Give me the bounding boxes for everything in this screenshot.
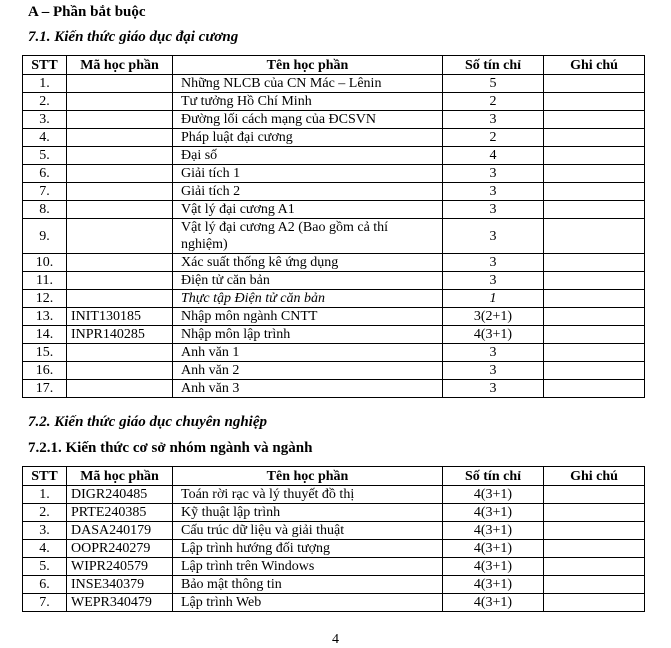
cell-code: DIGR240485 — [67, 486, 173, 504]
cell-note — [544, 254, 645, 272]
table-row — [23, 540, 645, 558]
cell-stt: 1. — [23, 486, 67, 504]
cell-code — [67, 219, 173, 254]
cell-course-name: Giải tích 1 — [173, 165, 443, 183]
cell-stt: 7. — [23, 183, 67, 201]
cell-course-name: Lập trình Web — [173, 594, 443, 612]
cell-course-name: Lập trình hướng đối tượng — [173, 540, 443, 558]
table-row — [23, 254, 645, 272]
cell-course-name: Nhập môn ngành CNTT — [173, 308, 443, 326]
cell-course-name: Pháp luật đại cương — [173, 129, 443, 147]
cell-credits: 3 — [443, 183, 544, 201]
cell-credits: 1 — [443, 290, 544, 308]
cell-course-name: Cấu trúc dữ liệu và giải thuật — [173, 522, 443, 540]
header-course-name: Tên học phần — [173, 56, 443, 75]
table-row — [23, 344, 645, 362]
section-professional-education: 7.2. Kiến thức giáo dục chuyên nghiệp — [28, 414, 268, 430]
cell-course-name: Tư tưởng Hồ Chí Minh — [173, 93, 443, 111]
cell-credits: 2 — [443, 129, 544, 147]
table-row — [23, 558, 645, 576]
cell-stt: 2. — [23, 93, 67, 111]
cell-credits: 4(3+1) — [443, 504, 544, 522]
cell-course-name: Toán rời rạc và lý thuyết đồ thị — [173, 486, 443, 504]
section-foundation-courses: 7.2.1. Kiến thức cơ sở nhóm ngành và ngành — [28, 440, 313, 456]
table-row — [23, 201, 645, 219]
table-row — [23, 129, 645, 147]
header-code: Mã học phần — [67, 56, 173, 75]
table-row — [23, 111, 645, 129]
cell-note — [544, 147, 645, 165]
cell-course-name: Thực tập Điện tử căn bản — [173, 290, 443, 308]
cell-credits: 4(3+1) — [443, 326, 544, 344]
table-row — [23, 522, 645, 540]
cell-code — [67, 183, 173, 201]
table-row — [23, 290, 645, 308]
cell-note — [544, 75, 645, 93]
header-credits: Số tín chỉ — [443, 56, 544, 75]
cell-stt: 8. — [23, 201, 67, 219]
cell-note — [544, 111, 645, 129]
cell-credits: 2 — [443, 93, 544, 111]
cell-stt: 14. — [23, 326, 67, 344]
cell-credits: 3 — [443, 165, 544, 183]
cell-credits: 3 — [443, 219, 544, 254]
header-stt: STT — [23, 56, 67, 75]
cell-stt: 6. — [23, 165, 67, 183]
cell-course-name: Điện tử căn bản — [173, 272, 443, 290]
cell-course-name: Những NLCB của CN Mác – Lênin — [173, 75, 443, 93]
cell-stt: 6. — [23, 576, 67, 594]
cell-stt: 13. — [23, 308, 67, 326]
table-row — [23, 93, 645, 111]
cell-course-name: Bảo mật thông tin — [173, 576, 443, 594]
table-row — [23, 75, 645, 93]
cell-stt: 1. — [23, 75, 67, 93]
cell-note — [544, 165, 645, 183]
cell-note — [544, 486, 645, 504]
header-credits: Số tín chỉ — [443, 467, 544, 486]
header-stt: STT — [23, 467, 67, 486]
cell-note — [544, 558, 645, 576]
cell-credits: 3(2+1) — [443, 308, 544, 326]
cell-code — [67, 362, 173, 380]
cell-stt: 11. — [23, 272, 67, 290]
cell-code — [67, 111, 173, 129]
heading-required-part: A – Phần bắt buộc — [28, 4, 146, 20]
table-row — [23, 380, 645, 398]
cell-stt: 7. — [23, 594, 67, 612]
cell-stt: 12. — [23, 290, 67, 308]
table-row — [23, 272, 645, 290]
cell-stt: 3. — [23, 111, 67, 129]
cell-course-name: Anh văn 2 — [173, 362, 443, 380]
cell-stt: 5. — [23, 147, 67, 165]
table-row — [23, 486, 645, 504]
cell-credits: 3 — [443, 254, 544, 272]
cell-note — [544, 344, 645, 362]
cell-course-name: Anh văn 3 — [173, 380, 443, 398]
cell-course-name: Đại số — [173, 147, 443, 165]
cell-credits: 3 — [443, 272, 544, 290]
header-code: Mã học phần — [67, 467, 173, 486]
cell-code — [67, 75, 173, 93]
cell-code — [67, 93, 173, 111]
table-row — [23, 165, 645, 183]
table-row — [23, 576, 645, 594]
cell-credits: 3 — [443, 201, 544, 219]
cell-note — [544, 594, 645, 612]
table-header-row — [23, 56, 645, 75]
cell-credits: 3 — [443, 344, 544, 362]
cell-course-name: Anh văn 1 — [173, 344, 443, 362]
table-row — [23, 326, 645, 344]
cell-course-name: Xác suất thống kê ứng dụng — [173, 254, 443, 272]
header-course-name: Tên học phần — [173, 467, 443, 486]
cell-note — [544, 219, 645, 254]
header-note: Ghi chú — [544, 467, 645, 486]
general-courses-table — [22, 55, 645, 398]
cell-note — [544, 272, 645, 290]
cell-note — [544, 540, 645, 558]
cell-note — [544, 93, 645, 111]
cell-credits: 3 — [443, 380, 544, 398]
cell-credits: 3 — [443, 362, 544, 380]
cell-stt: 4. — [23, 129, 67, 147]
cell-note — [544, 129, 645, 147]
table-header-row — [23, 467, 645, 486]
cell-code: WEPR340479 — [67, 594, 173, 612]
foundation-courses-table — [22, 466, 645, 612]
cell-stt: 10. — [23, 254, 67, 272]
cell-code: DASA240179 — [67, 522, 173, 540]
cell-code: INSE340379 — [67, 576, 173, 594]
cell-credits: 4(3+1) — [443, 486, 544, 504]
cell-credits: 4(3+1) — [443, 522, 544, 540]
cell-credits: 3 — [443, 111, 544, 129]
cell-code — [67, 272, 173, 290]
cell-code — [67, 147, 173, 165]
cell-course-name: Đường lối cách mạng của ĐCSVN — [173, 111, 443, 129]
table-row — [23, 594, 645, 612]
cell-credits: 4(3+1) — [443, 540, 544, 558]
cell-code — [67, 201, 173, 219]
cell-credits: 5 — [443, 75, 544, 93]
cell-stt: 2. — [23, 504, 67, 522]
cell-course-name: Giải tích 2 — [173, 183, 443, 201]
table-row — [23, 504, 645, 522]
cell-code — [67, 380, 173, 398]
cell-credits: 4(3+1) — [443, 558, 544, 576]
cell-code: PRTE240385 — [67, 504, 173, 522]
cell-course-name: Vật lý đại cương A1 — [173, 201, 443, 219]
cell-stt: 9. — [23, 219, 67, 254]
cell-stt: 5. — [23, 558, 67, 576]
cell-note — [544, 380, 645, 398]
general-courses-body — [23, 75, 645, 398]
table-row — [23, 147, 645, 165]
cell-stt: 16. — [23, 362, 67, 380]
cell-stt: 4. — [23, 540, 67, 558]
cell-note — [544, 290, 645, 308]
cell-stt: 3. — [23, 522, 67, 540]
cell-note — [544, 576, 645, 594]
cell-code: INIT130185 — [67, 308, 173, 326]
cell-code — [67, 344, 173, 362]
cell-credits: 4 — [443, 147, 544, 165]
cell-course-name: Lập trình trên Windows — [173, 558, 443, 576]
cell-note — [544, 522, 645, 540]
cell-note — [544, 201, 645, 219]
cell-code: WIPR240579 — [67, 558, 173, 576]
cell-note — [544, 362, 645, 380]
cell-credits: 4(3+1) — [443, 576, 544, 594]
cell-stt: 15. — [23, 344, 67, 362]
cell-course-name: Vật lý đại cương A2 (Bao gồm cả thí nghiệm) — [173, 219, 443, 254]
section-general-education: 7.1. Kiến thức giáo dục đại cương — [28, 29, 239, 45]
table-row — [23, 308, 645, 326]
foundation-courses-body — [23, 486, 645, 612]
cell-code — [67, 165, 173, 183]
cell-code — [67, 129, 173, 147]
table-row — [23, 362, 645, 380]
cell-note — [544, 504, 645, 522]
cell-note — [544, 183, 645, 201]
cell-code — [67, 290, 173, 308]
cell-course-name: Kỹ thuật lập trình — [173, 504, 443, 522]
cell-code: OOPR240279 — [67, 540, 173, 558]
cell-note — [544, 308, 645, 326]
table-row — [23, 219, 645, 254]
cell-note — [544, 326, 645, 344]
cell-code: INPR140285 — [67, 326, 173, 344]
page-number: 4 — [332, 632, 339, 647]
table-row — [23, 183, 645, 201]
cell-stt: 17. — [23, 380, 67, 398]
header-note: Ghi chú — [544, 56, 645, 75]
cell-course-name: Nhập môn lập trình — [173, 326, 443, 344]
cell-code — [67, 254, 173, 272]
cell-credits: 4(3+1) — [443, 594, 544, 612]
